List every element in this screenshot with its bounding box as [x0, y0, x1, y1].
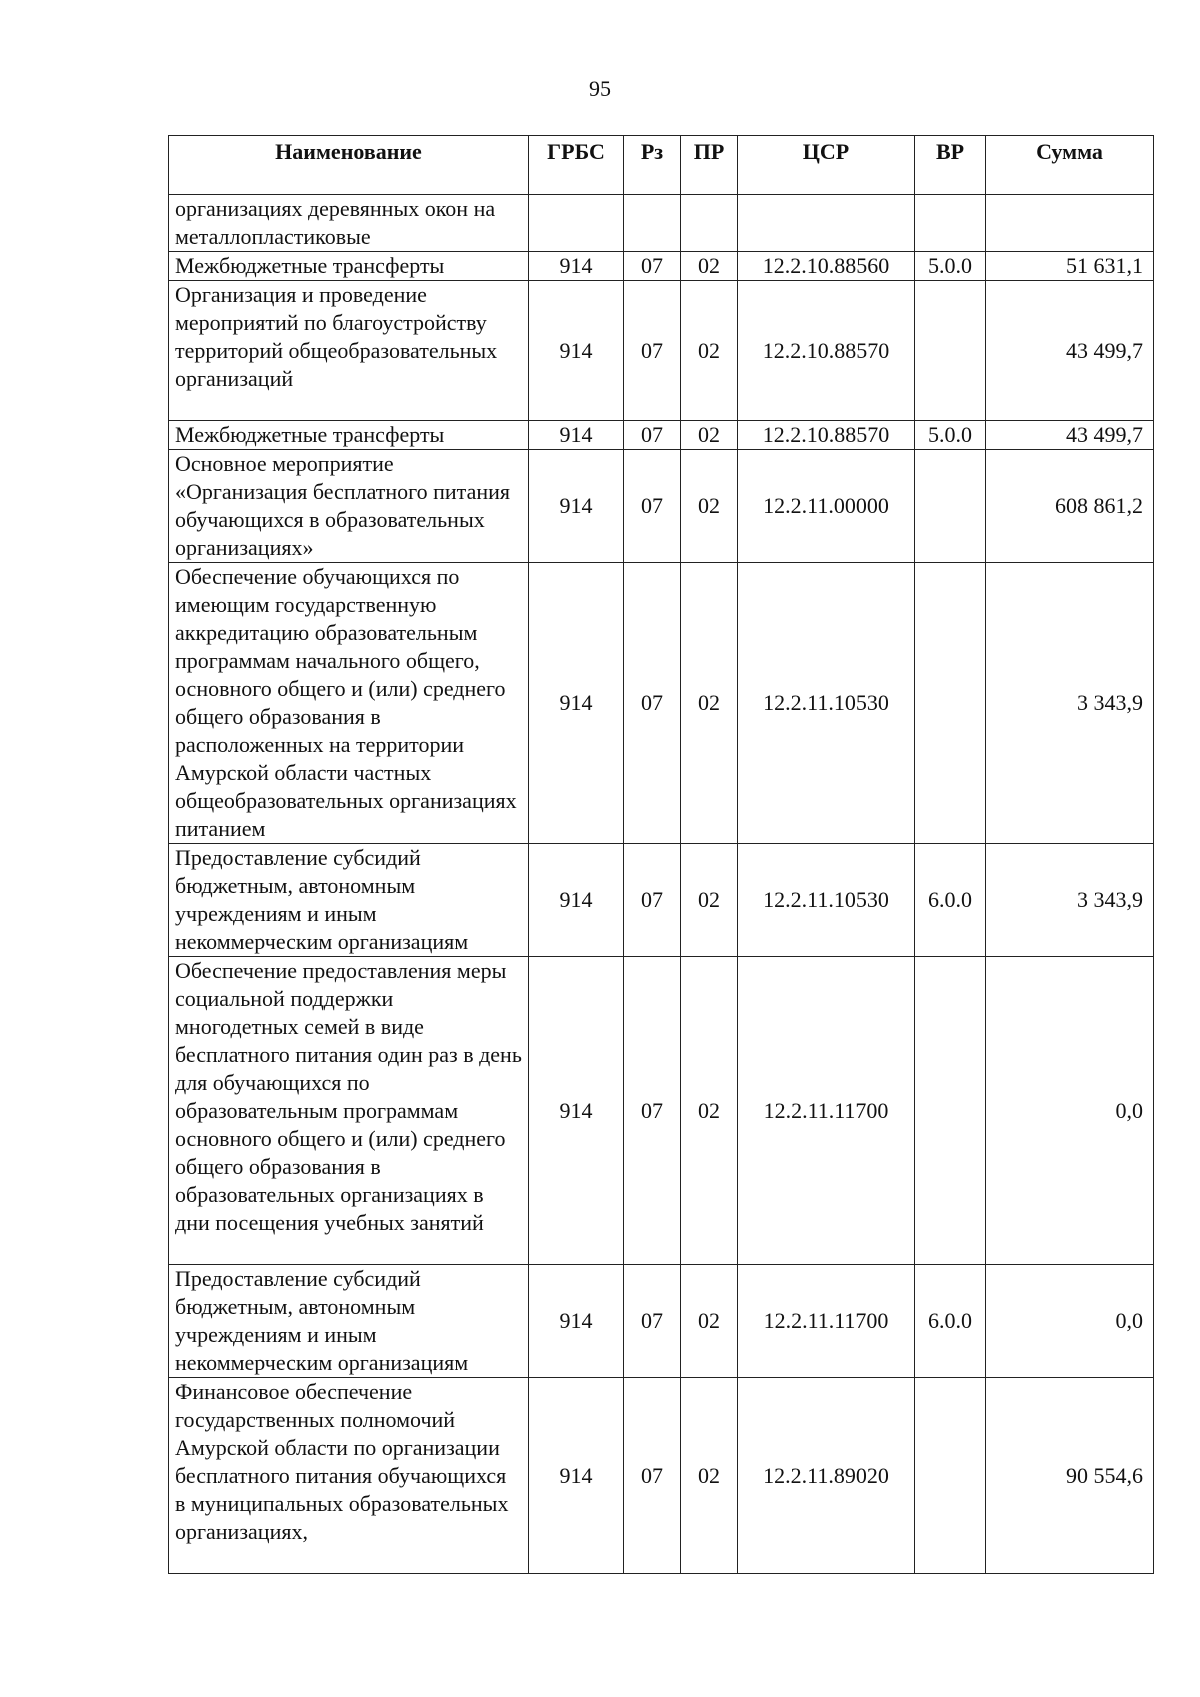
- row-grbs: 914: [529, 844, 624, 957]
- row-vr: 6.0.0: [915, 844, 986, 957]
- row-rz: 07: [624, 1378, 681, 1574]
- row-rz: 07: [624, 421, 681, 450]
- table-header: [169, 136, 1154, 195]
- row-rz: 07: [624, 563, 681, 844]
- row-grbs: 914: [529, 1265, 624, 1378]
- row-csr: 12.2.11.10530: [738, 844, 915, 957]
- row-sum: 51 631,1: [986, 252, 1154, 281]
- table-row: [169, 252, 1154, 281]
- row-pr: 02: [681, 421, 738, 450]
- row-sum: 3 343,9: [986, 844, 1154, 957]
- row-vr: 6.0.0: [915, 1265, 986, 1378]
- row-name: Организация и проведение мероприятий по благоустройству территорий общеобразовательных организаций: [169, 281, 529, 421]
- table-row: [169, 195, 1154, 252]
- table-row: [169, 450, 1154, 563]
- header-grbs: ГРБС: [529, 136, 624, 195]
- row-pr: 02: [681, 281, 738, 421]
- header-row: [169, 136, 1154, 195]
- table-row: [169, 563, 1154, 844]
- row-vr: [915, 1378, 986, 1574]
- row-csr: 12.2.10.88560: [738, 252, 915, 281]
- row-csr: 12.2.11.89020: [738, 1378, 915, 1574]
- row-vr: [915, 957, 986, 1265]
- row-pr: [681, 195, 738, 252]
- table-row: [169, 1265, 1154, 1378]
- row-csr: [738, 195, 915, 252]
- row-rz: 07: [624, 281, 681, 421]
- row-rz: 07: [624, 1265, 681, 1378]
- row-sum: 90 554,6: [986, 1378, 1154, 1574]
- row-sum: 0,0: [986, 957, 1154, 1265]
- row-sum: 43 499,7: [986, 281, 1154, 421]
- row-vr: [915, 281, 986, 421]
- row-grbs: 914: [529, 450, 624, 563]
- row-name: Основное мероприятие «Организация бесплатного питания обучающихся в образовательных организациях»: [169, 450, 529, 563]
- header-sum: Сумма: [986, 136, 1154, 195]
- row-rz: 07: [624, 957, 681, 1265]
- row-csr: 12.2.11.10530: [738, 563, 915, 844]
- header-name: Наименование: [169, 136, 529, 195]
- row-grbs: [529, 195, 624, 252]
- row-rz: 07: [624, 450, 681, 563]
- row-name: Обеспечение предоставления меры социальной поддержки многодетных семей в виде бесплатного питания один раз в день для обучающихся по образовательным программам основного общего и (или) среднего общего образования в образовательных организациях в дни посещения учебных занятий: [169, 957, 529, 1265]
- table-row: [169, 1378, 1154, 1574]
- row-name: Предоставление субсидий бюджетным, автономным учреждениям и иным некоммерческим организациям: [169, 1265, 529, 1378]
- header-csr: ЦСР: [738, 136, 915, 195]
- row-sum: [986, 195, 1154, 252]
- budget-table: [168, 135, 1154, 1574]
- row-vr: 5.0.0: [915, 252, 986, 281]
- row-csr: 12.2.11.11700: [738, 1265, 915, 1378]
- table-row: [169, 957, 1154, 1265]
- row-sum: 0,0: [986, 1265, 1154, 1378]
- row-sum: 608 861,2: [986, 450, 1154, 563]
- table-row: [169, 281, 1154, 421]
- header-vr: ВР: [915, 136, 986, 195]
- header-pr: ПР: [681, 136, 738, 195]
- row-name: организациях деревянных окон на металлопластиковые: [169, 195, 529, 252]
- row-name: Обеспечение обучающихся по имеющим государственную аккредитацию образовательным программам начального общего, основного общего и (или) среднего общего образования в расположенных на территории Амурской области частных общеобразовательных организациях питанием: [169, 563, 529, 844]
- row-rz: 07: [624, 252, 681, 281]
- row-pr: 02: [681, 844, 738, 957]
- row-grbs: 914: [529, 252, 624, 281]
- row-vr: [915, 195, 986, 252]
- row-csr: 12.2.11.00000: [738, 450, 915, 563]
- row-name: Финансовое обеспечение государственных полномочий Амурской области по организации бесплатного питания обучающихся в муниципальных образовательных организациях,: [169, 1378, 529, 1574]
- table-row: [169, 421, 1154, 450]
- row-name: Предоставление субсидий бюджетным, автономным учреждениям и иным некоммерческим организациям: [169, 844, 529, 957]
- row-csr: 12.2.10.88570: [738, 421, 915, 450]
- row-grbs: 914: [529, 281, 624, 421]
- row-sum: 3 343,9: [986, 563, 1154, 844]
- row-pr: 02: [681, 252, 738, 281]
- table-body: [169, 195, 1154, 1574]
- row-vr: 5.0.0: [915, 421, 986, 450]
- row-grbs: 914: [529, 563, 624, 844]
- row-grbs: 914: [529, 421, 624, 450]
- row-rz: 07: [624, 844, 681, 957]
- row-rz: [624, 195, 681, 252]
- row-vr: [915, 563, 986, 844]
- row-pr: 02: [681, 957, 738, 1265]
- row-csr: 12.2.10.88570: [738, 281, 915, 421]
- row-pr: 02: [681, 1378, 738, 1574]
- row-csr: 12.2.11.11700: [738, 957, 915, 1265]
- row-pr: 02: [681, 1265, 738, 1378]
- header-rz: Рз: [624, 136, 681, 195]
- row-name: Межбюджетные трансферты: [169, 421, 529, 450]
- table-row: [169, 844, 1154, 957]
- row-grbs: 914: [529, 957, 624, 1265]
- row-name: Межбюджетные трансферты: [169, 252, 529, 281]
- row-grbs: 914: [529, 1378, 624, 1574]
- row-pr: 02: [681, 450, 738, 563]
- row-vr: [915, 450, 986, 563]
- page-number: 95: [589, 76, 611, 101]
- row-sum: 43 499,7: [986, 421, 1154, 450]
- row-pr: 02: [681, 563, 738, 844]
